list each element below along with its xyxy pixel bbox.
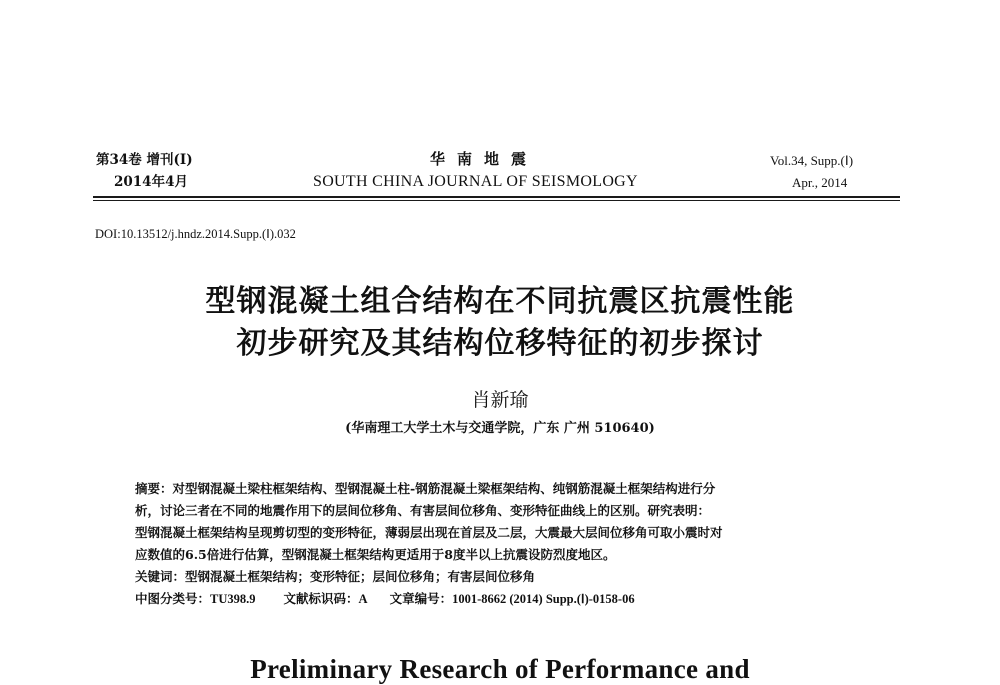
author-name: 肖新瑜 [471,389,529,411]
keywords-text: 型钢混凝土框架结构；变形特征；层间位移角；有害层间位移角 [185,569,536,584]
header-rule-thin [93,200,900,201]
author-affiliation: (华南理工大学土木与交通学院，广东 广州 510640) [345,421,655,436]
abstract-line-1 [135,478,723,500]
classification-line [135,588,723,610]
abstract-label: 摘要： [135,481,173,496]
abstract-line-3: 型钢混凝土框架结构呈现剪切型的变形特征，薄弱层出现在首层及二层，大震最大层间位移角可取小震时对 [135,525,723,540]
article-number-label: 文章编号： [389,591,453,606]
clc-value: TU398.9 [210,592,256,606]
paper-title-line-2: 初步研究及其结构位移特征的初步探讨 [236,326,764,361]
clc-label: 中图分类号： [135,591,211,606]
article-number-value: 1001-8662 (2014) Supp.(Ⅰ)-0158-06 [452,592,635,606]
english-title: Preliminary Research of Performance and [250,654,750,684]
journal-date-cn: 2014年4月 [114,174,188,190]
abstract-line-4: 应数值的6.5倍进行估算，型钢混凝土框架结构更适用于8度半以上抗震设防烈度地区。 [135,547,616,562]
header-rule-thick [93,196,900,198]
abstract [135,478,723,610]
abstract-text-1: 对型钢混凝土梁柱框架结构、型钢混凝土柱-钢筋混凝土梁框架结构、纯钢筋混凝土框架结构进行分 [172,481,716,496]
journal-name-cn: 华南地震 [430,150,539,168]
journal-volume-en: Vol.34, Supp.(Ⅰ) [770,153,854,168]
keywords [135,566,723,588]
keywords-label: 关键词： [135,569,186,584]
journal-name-en: SOUTH CHINA JOURNAL OF SEISMOLOGY [313,173,638,190]
journal-volume-cn: 第34卷 增刊(Ⅰ) [96,152,193,168]
paper-title-line-1: 型钢混凝土组合结构在不同抗震区抗震性能 [205,284,795,319]
journal-date-en: Apr., 2014 [792,175,848,190]
doi: DOI:10.13512/j.hndz.2014.Supp.(Ⅰ).032 [95,227,296,241]
abstract-line-2: 析，讨论三者在不同的地震作用下的层间位移角、有害层间位移角、变形特征曲线上的区别。研究表明： [135,503,711,518]
doc-code-label: 文献标识码： [283,591,359,606]
doc-code-value: A [358,592,368,606]
